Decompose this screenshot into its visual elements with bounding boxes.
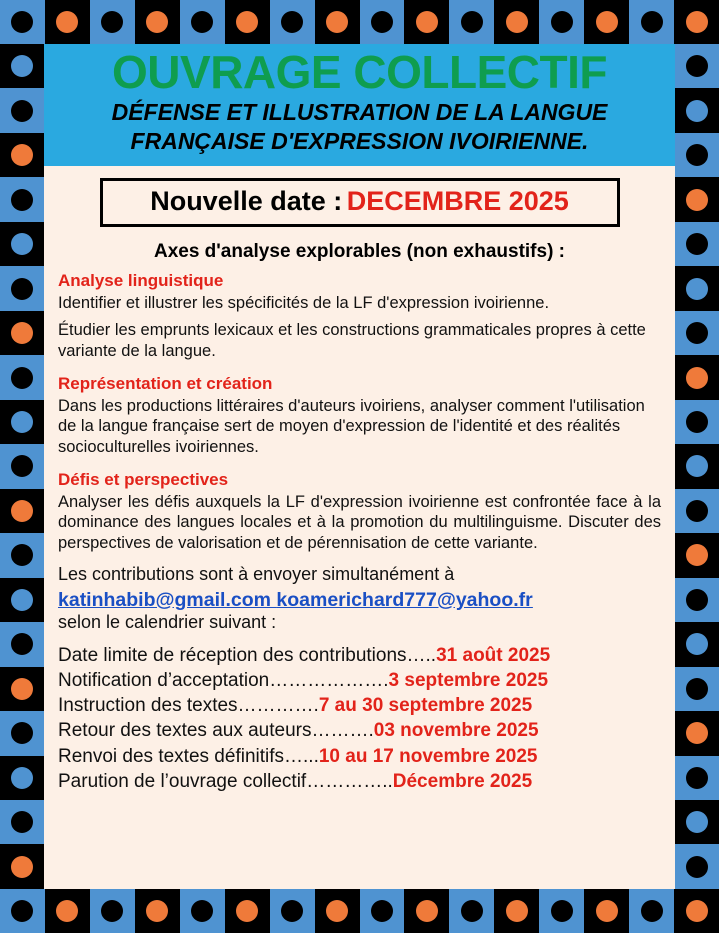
circle-icon — [686, 767, 708, 789]
circle-icon — [281, 900, 303, 922]
frame-dot-cell — [629, 889, 674, 933]
frame-dot-cell — [270, 0, 315, 44]
circle-icon — [11, 767, 33, 789]
calendar-label: Renvoi des textes définitifs — [58, 745, 285, 767]
circle-icon — [686, 189, 708, 211]
frame-dot-cell — [675, 533, 719, 577]
circle-icon — [11, 455, 33, 477]
frame-dot-cell — [449, 889, 494, 933]
list-item — [58, 744, 661, 769]
section-paragraph: Analyser les défis auxquels la LF d'expression ivoirienne est confrontée face à la dominance des langues locales et à la promotion du multilinguisme. Discuter des perspectives de valorisation et de pérennisation de cette variante. — [58, 492, 661, 552]
frame-dot-cell — [45, 0, 90, 44]
section-heading: Défis et perspectives — [58, 469, 229, 489]
list-item — [58, 769, 661, 794]
circle-icon — [191, 900, 213, 922]
circle-icon — [686, 544, 708, 566]
calendar-dots: …………. — [237, 695, 319, 717]
circle-icon — [506, 11, 528, 33]
section-paragraph: Identifier et illustrer les spécificités de la LF d'expression ivoirienne. — [58, 293, 550, 312]
circle-icon — [686, 856, 708, 878]
section-representation-creation — [58, 374, 661, 458]
circle-icon — [686, 322, 708, 344]
circle-icon — [686, 367, 708, 389]
circle-icon — [191, 11, 213, 33]
circle-icon — [11, 11, 33, 33]
circle-icon — [281, 11, 303, 33]
frame-dot-cell — [180, 889, 225, 933]
circle-icon — [686, 722, 708, 744]
email-link-2[interactable]: koamerichard777@yahoo.fr — [276, 588, 533, 611]
circle-icon — [11, 55, 33, 77]
frame-dot-cell — [675, 489, 719, 533]
circle-icon — [11, 411, 33, 433]
list-item — [58, 643, 661, 668]
circle-icon — [371, 900, 393, 922]
section-paragraph: Étudier les emprunts lexicaux et les constructions grammaticales propres à cette variante de la langue. — [58, 321, 646, 361]
circle-icon — [11, 278, 33, 300]
circle-icon — [236, 900, 258, 922]
frame-dot-cell — [675, 756, 719, 800]
new-date-value: DECEMBRE 2025 — [346, 185, 569, 216]
calendar-value: Décembre 2025 — [392, 770, 533, 792]
frame-dot-cell — [180, 0, 225, 44]
circle-icon — [101, 900, 123, 922]
decorative-frame-right — [675, 44, 719, 889]
circle-icon — [686, 144, 708, 166]
frame-dot-cell — [675, 444, 719, 488]
frame-dot-cell — [0, 311, 44, 355]
calendar-label: Date limite de réception des contributions — [58, 645, 407, 667]
frame-dot-cell — [675, 667, 719, 711]
list-item — [58, 668, 661, 693]
frame-dot-cell — [675, 711, 719, 755]
decorative-frame-bottom — [0, 889, 719, 933]
frame-dot-cell — [0, 355, 44, 399]
frame-dot-cell — [360, 889, 405, 933]
subtitle-line-2: FRANÇAISE D'EXPRESSION IVOIRIENNE. — [130, 128, 589, 155]
frame-dot-cell — [0, 44, 44, 88]
frame-dot-cell — [539, 889, 584, 933]
calendar-dots: ………….. — [306, 770, 393, 792]
frame-dot-cell — [225, 0, 270, 44]
circle-icon — [11, 100, 33, 122]
circle-icon — [686, 500, 708, 522]
frame-dot-cell — [225, 889, 270, 933]
calendar-label: Instruction des textes — [58, 695, 238, 717]
page-title: OUVRAGE COLLECTIF — [112, 46, 607, 98]
frame-dot-cell — [0, 711, 44, 755]
frame-dot-cell — [675, 266, 719, 310]
circle-icon — [101, 11, 123, 33]
section-defis-perspectives — [58, 470, 661, 554]
frame-dot-cell — [0, 133, 44, 177]
circle-icon — [686, 678, 708, 700]
contributions-lead: Les contributions sont à envoyer simultanément à — [58, 564, 455, 585]
poster-content — [44, 44, 675, 889]
circle-icon — [326, 900, 348, 922]
frame-dot-cell — [0, 444, 44, 488]
circle-icon — [236, 11, 258, 33]
circle-icon — [11, 544, 33, 566]
circle-icon — [686, 278, 708, 300]
circle-icon — [686, 55, 708, 77]
frame-dot-cell — [0, 400, 44, 444]
calendar-label: Parution de l’ouvrage collectif — [58, 770, 307, 792]
frame-dot-cell — [404, 889, 449, 933]
circle-icon — [416, 11, 438, 33]
frame-dot-cell — [675, 355, 719, 399]
frame-dot-cell — [0, 800, 44, 844]
calendar-list — [58, 643, 661, 793]
circle-icon — [686, 411, 708, 433]
circle-icon — [641, 11, 663, 33]
circle-icon — [11, 722, 33, 744]
circle-icon — [11, 144, 33, 166]
circle-icon — [461, 11, 483, 33]
circle-icon — [461, 900, 483, 922]
frame-dot-cell — [360, 0, 405, 44]
frame-dot-cell — [675, 222, 719, 266]
sections-wrap — [44, 271, 675, 794]
decorative-frame-left — [0, 44, 44, 889]
circle-icon — [11, 367, 33, 389]
frame-dot-cell — [675, 177, 719, 221]
list-item — [58, 718, 661, 743]
axes-title: Axes d'analyse explorables (non exhaustifs) : — [153, 240, 566, 262]
circle-icon — [686, 100, 708, 122]
circle-icon — [11, 589, 33, 611]
circle-icon — [416, 900, 438, 922]
frame-dot-cell — [0, 533, 44, 577]
circle-icon — [686, 900, 708, 922]
circle-icon — [11, 633, 33, 655]
circle-icon — [11, 500, 33, 522]
calendar-value: 10 au 17 novembre 2025 — [318, 745, 538, 767]
frame-dot-cell — [0, 622, 44, 666]
circle-icon — [146, 11, 168, 33]
header-band — [44, 44, 675, 166]
circle-icon — [326, 11, 348, 33]
circle-icon — [596, 900, 618, 922]
frame-dot-cell — [494, 889, 539, 933]
frame-dot-cell — [675, 88, 719, 132]
frame-dot-cell — [315, 889, 360, 933]
frame-dot-cell — [629, 0, 674, 44]
calendar-label: Retour des textes aux auteurs — [58, 720, 312, 742]
circle-icon — [11, 189, 33, 211]
decorative-frame-top — [0, 0, 719, 44]
frame-dot-cell — [494, 0, 539, 44]
frame-dot-cell — [584, 889, 629, 933]
frame-dot-cell — [675, 311, 719, 355]
circle-icon — [506, 900, 528, 922]
circle-icon — [686, 11, 708, 33]
circle-icon — [11, 233, 33, 255]
frame-dot-cell — [90, 0, 135, 44]
circle-icon — [686, 633, 708, 655]
frame-dot-cell — [0, 844, 44, 888]
circle-icon — [11, 678, 33, 700]
frame-dot-cell — [45, 889, 90, 933]
frame-dot-cell — [675, 578, 719, 622]
circle-icon — [686, 233, 708, 255]
frame-dot-cell — [0, 578, 44, 622]
calendar-dots: ………………. — [269, 670, 389, 692]
frame-dot-cell — [135, 889, 180, 933]
frame-dot-cell — [0, 889, 45, 933]
frame-dot-cell — [135, 0, 180, 44]
circle-icon — [686, 811, 708, 833]
frame-dot-cell — [674, 0, 719, 44]
calendar-dots: …... — [284, 745, 319, 767]
frame-dot-cell — [0, 177, 44, 221]
frame-dot-cell — [449, 0, 494, 44]
frame-dot-cell — [404, 0, 449, 44]
calendar-dots: ………. — [311, 720, 374, 742]
frame-dot-cell — [315, 0, 360, 44]
frame-dot-cell — [0, 266, 44, 310]
circle-icon — [56, 900, 78, 922]
frame-dot-cell — [584, 0, 629, 44]
circle-icon — [371, 11, 393, 33]
frame-dot-cell — [675, 800, 719, 844]
calendar-value: 03 novembre 2025 — [373, 720, 539, 742]
circle-icon — [686, 589, 708, 611]
new-date-box — [100, 178, 620, 227]
circle-icon — [596, 11, 618, 33]
frame-dot-cell — [0, 88, 44, 132]
contact-emails — [58, 588, 661, 612]
calendar-value: 31 août 2025 — [436, 645, 551, 667]
circle-icon — [11, 856, 33, 878]
circle-icon — [56, 11, 78, 33]
frame-dot-cell — [539, 0, 584, 44]
circle-icon — [551, 900, 573, 922]
section-paragraph: Dans les productions littéraires d'auteurs ivoiriens, analyser comment l'utilisation de la langue française sert de moyen d'expression de l'identité et des réalités socioculturelles ivoiriennes. — [58, 396, 645, 456]
frame-dot-cell — [0, 0, 45, 44]
circle-icon — [551, 11, 573, 33]
circle-icon — [641, 900, 663, 922]
frame-dot-cell — [675, 844, 719, 888]
circle-icon — [11, 322, 33, 344]
frame-dot-cell — [0, 667, 44, 711]
frame-dot-cell — [270, 889, 315, 933]
section-heading: Représentation et création — [58, 373, 273, 393]
calendar-lead: selon le calendrier suivant : — [58, 612, 277, 633]
frame-dot-cell — [0, 489, 44, 533]
circle-icon — [11, 811, 33, 833]
email-link-1[interactable]: katinhabib@gmail.com — [58, 588, 271, 611]
frame-dot-cell — [675, 622, 719, 666]
frame-dot-cell — [675, 133, 719, 177]
frame-dot-cell — [0, 756, 44, 800]
calendar-dots: ….. — [406, 645, 437, 667]
frame-dot-cell — [0, 222, 44, 266]
circle-icon — [686, 455, 708, 477]
frame-dot-cell — [90, 889, 135, 933]
new-date-label: Nouvelle date : — [150, 185, 343, 216]
frame-dot-cell — [675, 44, 719, 88]
section-heading: Analyse linguistique — [58, 270, 224, 290]
calendar-value: 7 au 30 septembre 2025 — [318, 695, 533, 717]
frame-dot-cell — [674, 889, 719, 933]
section-analyse-linguistique — [58, 271, 661, 362]
subtitle-line-1: DÉFENSE ET ILLUSTRATION DE LA LANGUE — [111, 99, 608, 126]
list-item — [58, 693, 661, 718]
calendar-value: 3 septembre 2025 — [388, 670, 549, 692]
circle-icon — [146, 900, 168, 922]
frame-dot-cell — [675, 400, 719, 444]
circle-icon — [11, 900, 33, 922]
calendar-label: Notification d’acceptation — [58, 670, 270, 692]
